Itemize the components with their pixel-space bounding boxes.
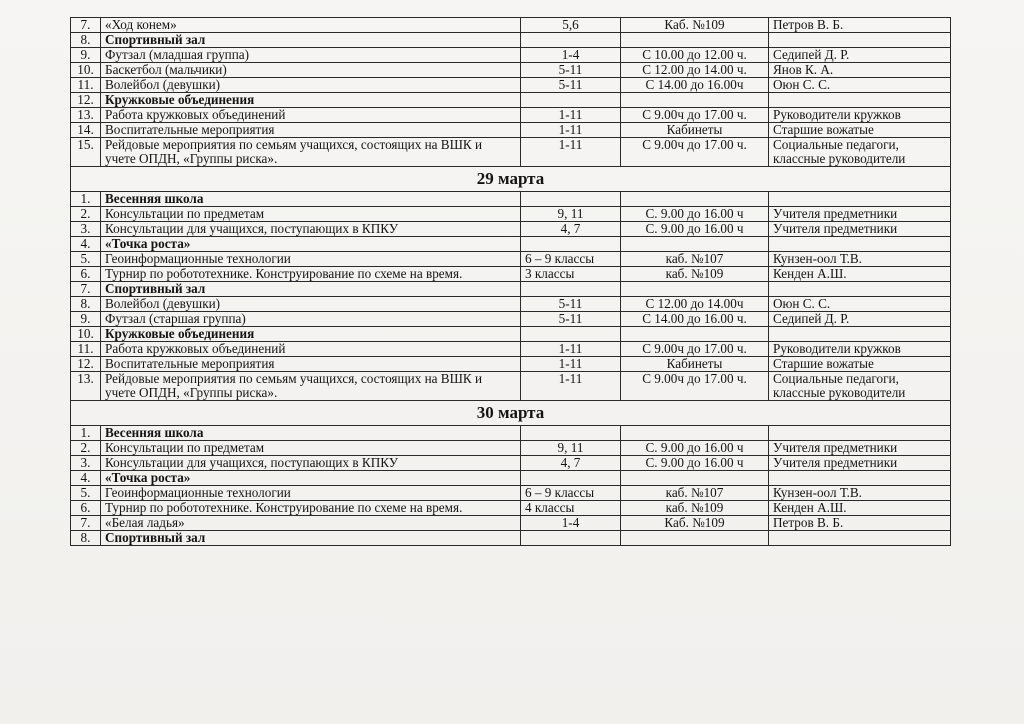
section-row xyxy=(71,33,951,48)
row-number: 9. xyxy=(71,48,101,63)
row-number: 9. xyxy=(71,312,101,327)
activity-name: Кружковые объединения xyxy=(101,93,521,108)
row-number: 5. xyxy=(71,486,101,501)
activity-name: Геоинформационные технологии xyxy=(101,252,521,267)
grade-cell: 3 классы xyxy=(521,267,621,282)
row-number: 1. xyxy=(71,192,101,207)
section-row xyxy=(71,192,951,207)
schedule-block-30 xyxy=(71,426,951,546)
table-row xyxy=(71,222,951,237)
section-row xyxy=(71,93,951,108)
responsible-cell: Учителя предметники xyxy=(769,456,951,471)
time-place-cell: каб. №107 xyxy=(621,486,769,501)
responsible-cell xyxy=(769,327,951,342)
row-number: 1. xyxy=(71,426,101,441)
activity-name: Спортивный зал xyxy=(101,33,521,48)
responsible-cell: Социальные педагоги, классные руководители xyxy=(769,138,951,167)
row-number: 3. xyxy=(71,222,101,237)
activity-name: Футзал (младшая группа) xyxy=(101,48,521,63)
section-row xyxy=(71,426,951,441)
row-number: 6. xyxy=(71,501,101,516)
activity-name: Работа кружковых объединений xyxy=(101,108,521,123)
row-number: 7. xyxy=(71,282,101,297)
time-place-cell: С. 9.00 до 16.00 ч xyxy=(621,207,769,222)
time-place-cell: С 14.00 до 16.00ч xyxy=(621,78,769,93)
date-heading: 30 марта xyxy=(71,401,951,426)
row-number: 7. xyxy=(71,516,101,531)
activity-name: Спортивный зал xyxy=(101,531,521,546)
grade-cell xyxy=(521,327,621,342)
section-row xyxy=(71,531,951,546)
row-number: 11. xyxy=(71,78,101,93)
row-number: 13. xyxy=(71,108,101,123)
time-place-cell xyxy=(621,282,769,297)
row-number: 4. xyxy=(71,471,101,486)
grade-cell: 9, 11 xyxy=(521,207,621,222)
responsible-cell: Кенден А.Ш. xyxy=(769,267,951,282)
grade-cell xyxy=(521,93,621,108)
table-row xyxy=(71,18,951,33)
row-number: 13. xyxy=(71,372,101,401)
row-number: 7. xyxy=(71,18,101,33)
time-place-cell: С 10.00 до 12.00 ч. xyxy=(621,48,769,63)
table-row xyxy=(71,516,951,531)
table-row xyxy=(71,78,951,93)
grade-cell: 5-11 xyxy=(521,78,621,93)
activity-name: Рейдовые мероприятия по семьям учащихся, состоящих на ВШК и учете ОПДН, «Группы риска». xyxy=(101,138,521,167)
activity-name: Консультации для учащихся, поступающих в КПКУ xyxy=(101,222,521,237)
responsible-cell xyxy=(769,192,951,207)
row-number: 2. xyxy=(71,441,101,456)
grade-cell: 4, 7 xyxy=(521,222,621,237)
grade-cell: 1-11 xyxy=(521,357,621,372)
row-number: 5. xyxy=(71,252,101,267)
activity-name: «Точка роста» xyxy=(101,237,521,252)
time-place-cell xyxy=(621,237,769,252)
grade-cell xyxy=(521,192,621,207)
responsible-cell: Кунзен-оол Т.В. xyxy=(769,252,951,267)
time-place-cell: Каб. №109 xyxy=(621,516,769,531)
grade-cell xyxy=(521,426,621,441)
time-place-cell xyxy=(621,192,769,207)
schedule-block-continued xyxy=(71,18,951,167)
grade-cell: 9, 11 xyxy=(521,441,621,456)
responsible-cell xyxy=(769,531,951,546)
row-number: 10. xyxy=(71,63,101,78)
responsible-cell: Руководители кружков xyxy=(769,342,951,357)
activity-name: Консультации по предметам xyxy=(101,207,521,222)
grade-cell: 1-11 xyxy=(521,138,621,167)
row-number: 12. xyxy=(71,357,101,372)
time-place-cell: Кабинеты xyxy=(621,357,769,372)
table-row xyxy=(71,297,951,312)
grade-cell: 1-11 xyxy=(521,372,621,401)
table-row xyxy=(71,456,951,471)
time-place-cell: С 9.00ч до 17.00 ч. xyxy=(621,372,769,401)
time-place-cell xyxy=(621,426,769,441)
responsible-cell: Оюн С. С. xyxy=(769,297,951,312)
responsible-cell: Петров В. Б. xyxy=(769,516,951,531)
time-place-cell: С 12.00 до 14.00ч xyxy=(621,297,769,312)
activity-name: Работа кружковых объединений xyxy=(101,342,521,357)
row-number: 12. xyxy=(71,93,101,108)
table-row xyxy=(71,63,951,78)
time-place-cell: каб. №109 xyxy=(621,267,769,282)
table-row xyxy=(71,441,951,456)
grade-cell xyxy=(521,282,621,297)
activity-name: «Точка роста» xyxy=(101,471,521,486)
row-number: 2. xyxy=(71,207,101,222)
row-number: 14. xyxy=(71,123,101,138)
section-row xyxy=(71,327,951,342)
responsible-cell: Петров В. Б. xyxy=(769,18,951,33)
activity-name: Весенняя школа xyxy=(101,192,521,207)
responsible-cell xyxy=(769,93,951,108)
time-place-cell: С. 9.00 до 16.00 ч xyxy=(621,222,769,237)
time-place-cell: Каб. №109 xyxy=(621,18,769,33)
responsible-cell: Старшие вожатые xyxy=(769,357,951,372)
row-number: 6. xyxy=(71,267,101,282)
activity-name: «Ход конем» xyxy=(101,18,521,33)
grade-cell: 5-11 xyxy=(521,63,621,78)
responsible-cell: Кунзен-оол Т.В. xyxy=(769,486,951,501)
activity-name: Турнир по робототехнике. Конструирование по схеме на время. xyxy=(101,267,521,282)
table-row xyxy=(71,372,951,401)
activity-name: Спортивный зал xyxy=(101,282,521,297)
date-heading: 29 марта xyxy=(71,167,951,192)
grade-cell: 6 – 9 классы xyxy=(521,252,621,267)
time-place-cell: С 14.00 до 16.00 ч. xyxy=(621,312,769,327)
grade-cell: 1-11 xyxy=(521,342,621,357)
table-row xyxy=(71,312,951,327)
activity-name: Кружковые объединения xyxy=(101,327,521,342)
responsible-cell: Кенден А.Ш. xyxy=(769,501,951,516)
time-place-cell xyxy=(621,531,769,546)
responsible-cell: Учителя предметники xyxy=(769,441,951,456)
activity-name: Воспитательные мероприятия xyxy=(101,357,521,372)
table-row xyxy=(71,342,951,357)
activity-name: «Белая ладья» xyxy=(101,516,521,531)
time-place-cell: каб. №107 xyxy=(621,252,769,267)
row-number: 15. xyxy=(71,138,101,167)
schedule-block-29 xyxy=(71,192,951,401)
activity-name: Волейбол (девушки) xyxy=(101,78,521,93)
table-row xyxy=(71,138,951,167)
activity-name: Футзал (старшая группа) xyxy=(101,312,521,327)
table-row xyxy=(71,486,951,501)
activity-name: Турнир по робототехнике. Конструирование по схеме на время. xyxy=(101,501,521,516)
time-place-cell xyxy=(621,471,769,486)
responsible-cell xyxy=(769,471,951,486)
time-place-cell xyxy=(621,33,769,48)
grade-cell xyxy=(521,531,621,546)
row-number: 8. xyxy=(71,33,101,48)
time-place-cell: С 9.00ч до 17.00 ч. xyxy=(621,108,769,123)
row-number: 8. xyxy=(71,531,101,546)
grade-cell: 1-4 xyxy=(521,48,621,63)
table-row xyxy=(71,252,951,267)
responsible-cell: Учителя предметники xyxy=(769,207,951,222)
responsible-cell: Старшие вожатые xyxy=(769,123,951,138)
grade-cell: 1-4 xyxy=(521,516,621,531)
activity-name: Волейбол (девушки) xyxy=(101,297,521,312)
responsible-cell xyxy=(769,282,951,297)
grade-cell: 4 классы xyxy=(521,501,621,516)
activity-name: Баскетбол (мальчики) xyxy=(101,63,521,78)
table-row xyxy=(71,267,951,282)
responsible-cell: Седипей Д. Р. xyxy=(769,312,951,327)
time-place-cell: С 9.00ч до 17.00 ч. xyxy=(621,138,769,167)
grade-cell: 5,6 xyxy=(521,18,621,33)
table-row xyxy=(71,123,951,138)
row-number: 8. xyxy=(71,297,101,312)
responsible-cell xyxy=(769,33,951,48)
responsible-cell: Янов К. А. xyxy=(769,63,951,78)
time-place-cell: С 9.00ч до 17.00 ч. xyxy=(621,342,769,357)
activity-name: Консультации по предметам xyxy=(101,441,521,456)
grade-cell: 1-11 xyxy=(521,123,621,138)
time-place-cell: каб. №109 xyxy=(621,501,769,516)
responsible-cell: Седипей Д. Р. xyxy=(769,48,951,63)
activity-name: Весенняя школа xyxy=(101,426,521,441)
section-row xyxy=(71,237,951,252)
time-place-cell: С 12.00 до 14.00 ч. xyxy=(621,63,769,78)
table-row xyxy=(71,501,951,516)
grade-cell xyxy=(521,33,621,48)
grade-cell: 5-11 xyxy=(521,312,621,327)
activity-name: Консультации для учащихся, поступающих в КПКУ xyxy=(101,456,521,471)
responsible-cell: Учителя предметники xyxy=(769,222,951,237)
row-number: 3. xyxy=(71,456,101,471)
time-place-cell: С. 9.00 до 16.00 ч xyxy=(621,456,769,471)
table-row xyxy=(71,357,951,372)
grade-cell: 4, 7 xyxy=(521,456,621,471)
schedule-table xyxy=(70,17,951,546)
activity-name: Рейдовые мероприятия по семьям учащихся, состоящих на ВШК и учете ОПДН, «Группы риска». xyxy=(101,372,521,401)
responsible-cell: Оюн С. С. xyxy=(769,78,951,93)
row-number: 11. xyxy=(71,342,101,357)
time-place-cell xyxy=(621,93,769,108)
row-number: 4. xyxy=(71,237,101,252)
responsible-cell: Социальные педагоги, классные руководители xyxy=(769,372,951,401)
row-number: 10. xyxy=(71,327,101,342)
time-place-cell: С. 9.00 до 16.00 ч xyxy=(621,441,769,456)
grade-cell xyxy=(521,471,621,486)
date-header-29 xyxy=(71,167,951,192)
time-place-cell xyxy=(621,327,769,342)
table-row xyxy=(71,48,951,63)
date-header-30 xyxy=(71,401,951,426)
grade-cell: 5-11 xyxy=(521,297,621,312)
responsible-cell xyxy=(769,426,951,441)
time-place-cell: Кабинеты xyxy=(621,123,769,138)
table-row xyxy=(71,108,951,123)
grade-cell: 1-11 xyxy=(521,108,621,123)
grade-cell xyxy=(521,237,621,252)
grade-cell: 6 – 9 классы xyxy=(521,486,621,501)
responsible-cell xyxy=(769,237,951,252)
activity-name: Воспитательные мероприятия xyxy=(101,123,521,138)
section-row xyxy=(71,471,951,486)
table-row xyxy=(71,207,951,222)
section-row xyxy=(71,282,951,297)
activity-name: Геоинформационные технологии xyxy=(101,486,521,501)
responsible-cell: Руководители кружков xyxy=(769,108,951,123)
